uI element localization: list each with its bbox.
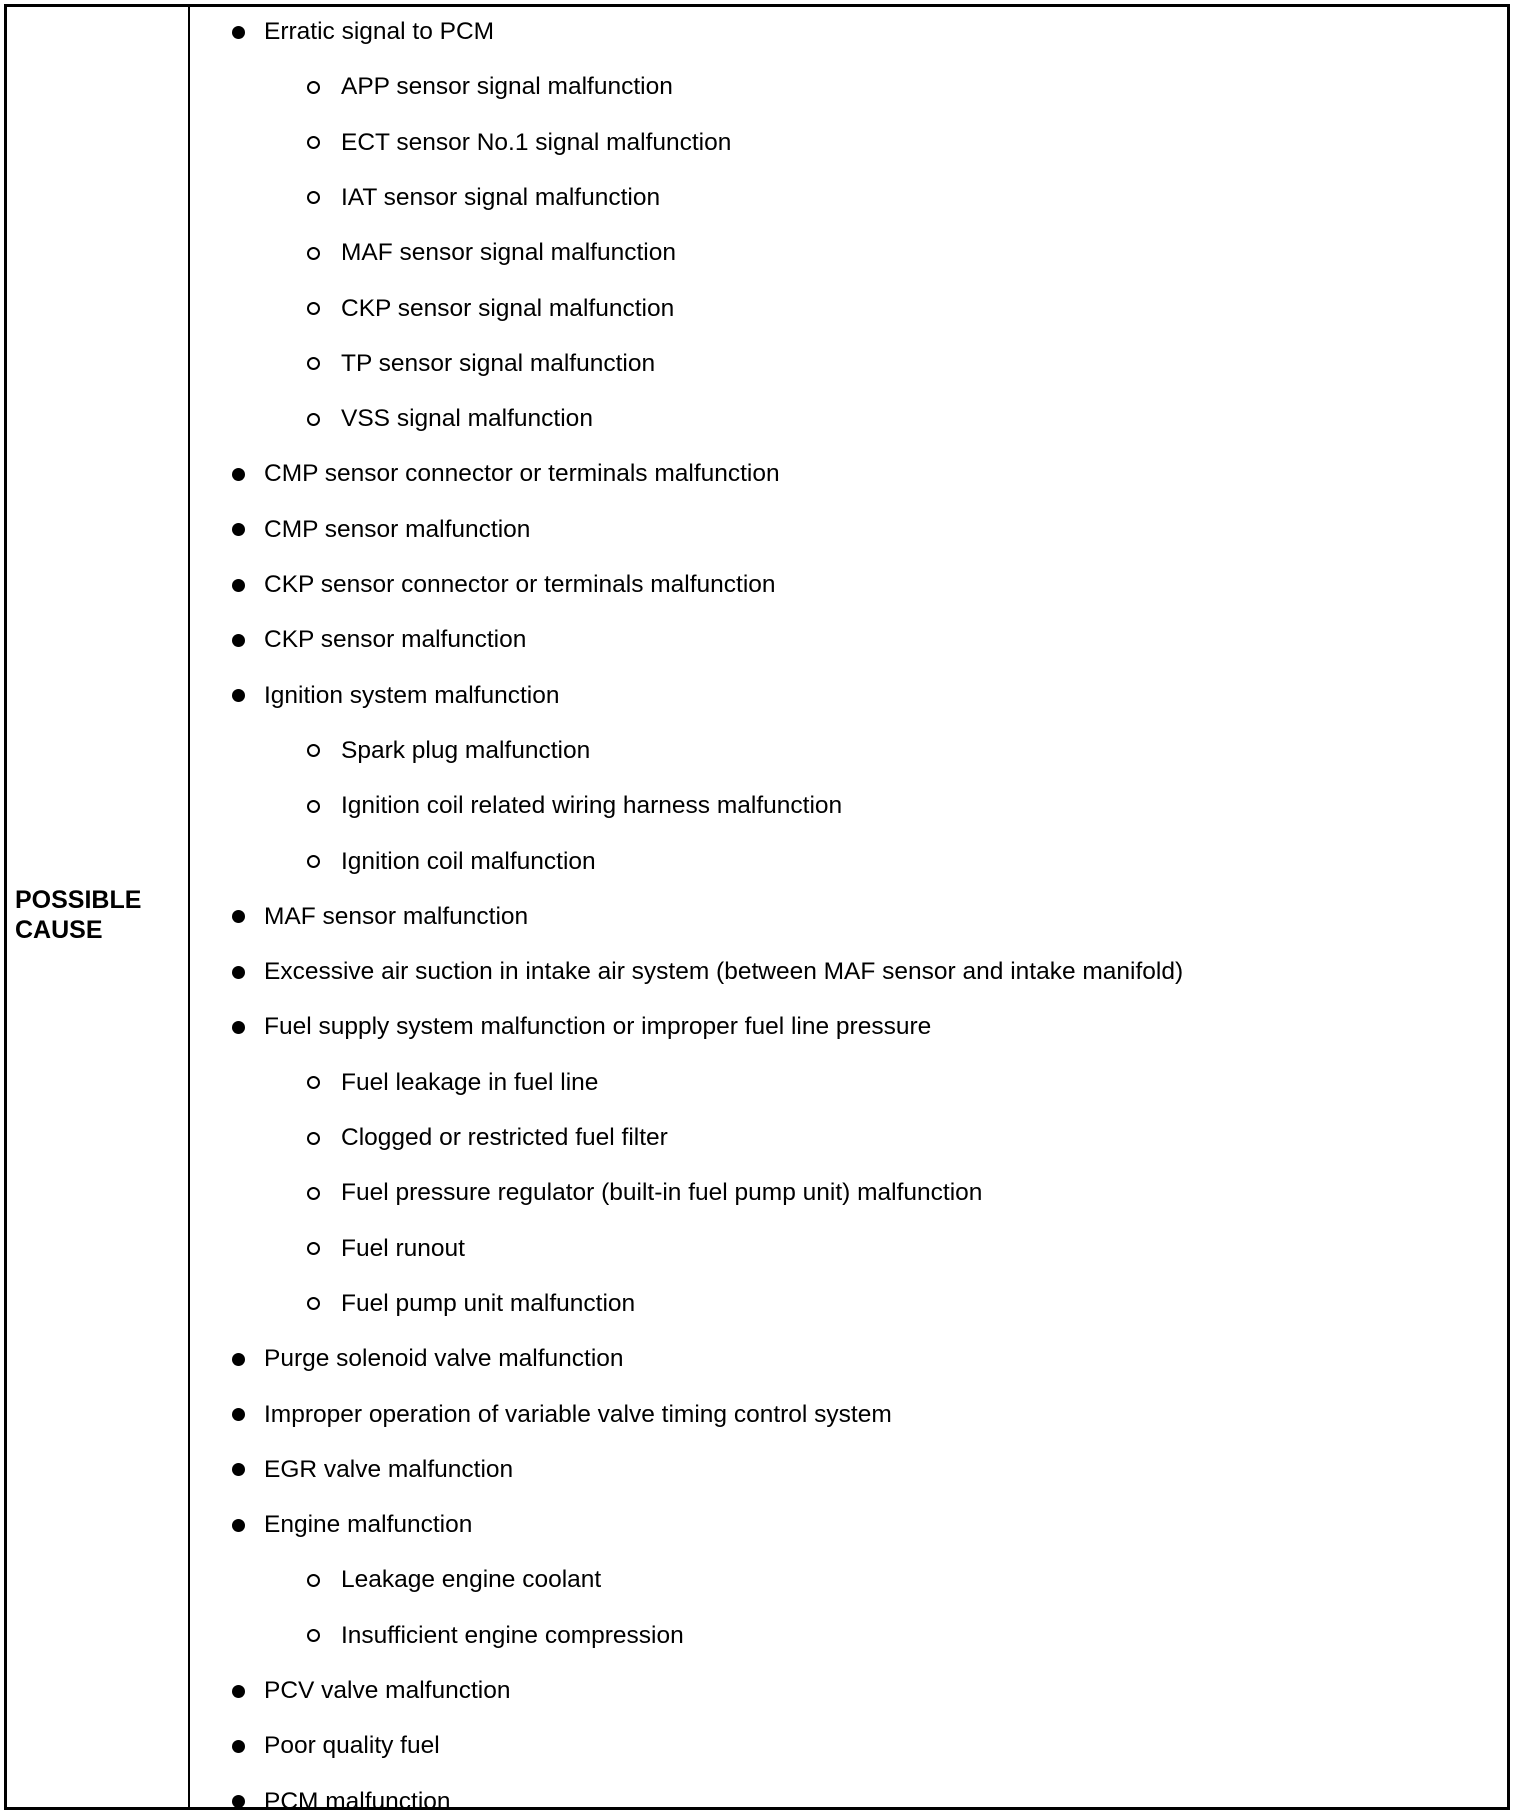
hollow-bullet-icon — [307, 1132, 320, 1145]
cause-item — [232, 1400, 892, 1430]
cause-text: Improper operation of variable valve timing control system — [264, 1400, 892, 1428]
cause-text: Poor quality fuel — [264, 1732, 440, 1760]
filled-bullet-icon — [232, 689, 245, 702]
cause-subitem — [307, 1178, 982, 1208]
cause-subitem — [307, 736, 590, 766]
cause-item — [232, 1510, 472, 1540]
cause-subitem — [307, 1068, 598, 1098]
cause-text: Clogged or restricted fuel filter — [341, 1124, 668, 1151]
hollow-bullet-icon — [307, 136, 320, 149]
cause-text: VSS signal malfunction — [341, 405, 593, 433]
cause-text: Spark plug malfunction — [341, 736, 591, 764]
cause-subitem — [307, 1565, 601, 1595]
cause-text: EGR valve malfunction — [264, 1455, 514, 1483]
cause-item — [232, 459, 780, 489]
filled-bullet-icon — [232, 1021, 245, 1034]
cause-item — [232, 17, 494, 47]
filled-bullet-icon — [232, 26, 245, 39]
hollow-bullet-icon — [307, 1076, 320, 1089]
cause-text: Insufficient engine compression — [341, 1621, 684, 1649]
hollow-bullet-icon — [307, 357, 320, 370]
cause-item — [232, 1455, 513, 1485]
cause-item — [232, 957, 1183, 987]
cause-text: Fuel leakage in fuel line — [341, 1068, 599, 1096]
cause-subitem — [307, 847, 596, 877]
cause-text: PCV valve malfunction — [264, 1677, 511, 1704]
hollow-bullet-icon — [307, 855, 320, 868]
cause-item — [232, 1731, 440, 1761]
filled-bullet-icon — [232, 579, 245, 592]
cause-subitem — [307, 294, 674, 324]
filled-bullet-icon — [232, 1740, 245, 1753]
filled-bullet-icon — [232, 1353, 245, 1366]
filled-bullet-icon — [232, 1408, 245, 1421]
cause-subitem — [307, 404, 593, 434]
cause-subitem — [307, 1123, 668, 1153]
cause-text: CKP sensor malfunction — [264, 626, 527, 654]
filled-bullet-icon — [232, 1519, 245, 1532]
cause-subitem — [307, 183, 660, 213]
cause-subitem — [307, 1621, 684, 1651]
cause-text: Fuel supply system malfunction or improper fuel line pressure — [264, 1013, 932, 1041]
filled-bullet-icon — [232, 966, 245, 979]
cause-text: TP sensor signal malfunction — [341, 349, 656, 377]
filled-bullet-icon — [232, 1463, 245, 1476]
cause-item — [232, 1012, 931, 1042]
cause-text: Ignition coil related wiring harness malfunction — [341, 792, 843, 820]
filled-bullet-icon — [232, 468, 245, 481]
hollow-bullet-icon — [307, 744, 320, 757]
cause-text: Erratic signal to PCM — [264, 18, 495, 45]
cause-item — [232, 1676, 510, 1706]
filled-bullet-icon — [232, 910, 245, 923]
cause-text: MAF sensor malfunction — [264, 902, 529, 930]
cause-text: Purge solenoid valve malfunction — [264, 1345, 624, 1373]
cause-text: Fuel pressure regulator (built-in fuel pump unit) malfunction — [341, 1179, 983, 1207]
filled-bullet-icon — [232, 634, 245, 647]
cause-text: CKP sensor connector or terminals malfunction — [264, 571, 776, 598]
hollow-bullet-icon — [307, 1242, 320, 1255]
cause-item — [232, 625, 526, 655]
cause-subitem — [307, 1234, 465, 1264]
cause-text: MAF sensor signal malfunction — [341, 239, 676, 267]
hollow-bullet-icon — [307, 1187, 320, 1200]
cause-text: APP sensor signal malfunction — [341, 73, 673, 101]
hollow-bullet-icon — [307, 413, 320, 426]
hollow-bullet-icon — [307, 800, 320, 813]
cause-item — [232, 681, 560, 711]
cause-subitem — [307, 72, 673, 102]
cause-item — [232, 515, 530, 545]
filled-bullet-icon — [232, 1685, 245, 1698]
filled-bullet-icon — [232, 523, 245, 536]
cause-subitem — [307, 238, 676, 268]
hollow-bullet-icon — [307, 1629, 320, 1642]
cause-text: Leakage engine coolant — [341, 1566, 602, 1594]
cause-item — [232, 570, 776, 600]
cause-text: ECT sensor No.1 signal malfunction — [341, 128, 732, 156]
possible-cause-table — [4, 4, 1510, 1815]
cause-text: IAT sensor signal malfunction — [341, 183, 661, 211]
cause-item — [232, 1344, 624, 1374]
cause-text: Ignition coil malfunction — [341, 847, 596, 875]
cause-text: Fuel runout — [341, 1234, 465, 1262]
cause-list — [7, 7, 1507, 1815]
cause-item — [232, 902, 528, 932]
cause-item — [232, 1787, 451, 1817]
cause-text: Engine malfunction — [264, 1511, 473, 1539]
cause-subitem — [307, 349, 655, 379]
hollow-bullet-icon — [307, 1297, 320, 1310]
cause-text: CMP sensor malfunction — [264, 515, 531, 543]
section-label: POSSIBLE CAUSE — [15, 886, 142, 944]
cause-text: Ignition system malfunction — [264, 681, 560, 709]
hollow-bullet-icon — [307, 1574, 320, 1587]
cause-subitem — [307, 1289, 635, 1319]
cause-text: CMP sensor connector or terminals malfunction — [264, 460, 780, 488]
cause-subitem — [307, 791, 842, 821]
cause-text: Fuel pump unit malfunction — [341, 1289, 636, 1317]
filled-bullet-icon — [232, 1795, 245, 1808]
hollow-bullet-icon — [307, 81, 320, 94]
cause-subitem — [307, 128, 731, 158]
hollow-bullet-icon — [307, 191, 320, 204]
cause-text: CKP sensor signal malfunction — [341, 294, 675, 322]
hollow-bullet-icon — [307, 302, 320, 315]
hollow-bullet-icon — [307, 247, 320, 260]
cause-text: PCM malfunction — [264, 1787, 451, 1815]
cause-text: Excessive air suction in intake air system (between MAF sensor and intake manifold) — [264, 958, 1184, 986]
